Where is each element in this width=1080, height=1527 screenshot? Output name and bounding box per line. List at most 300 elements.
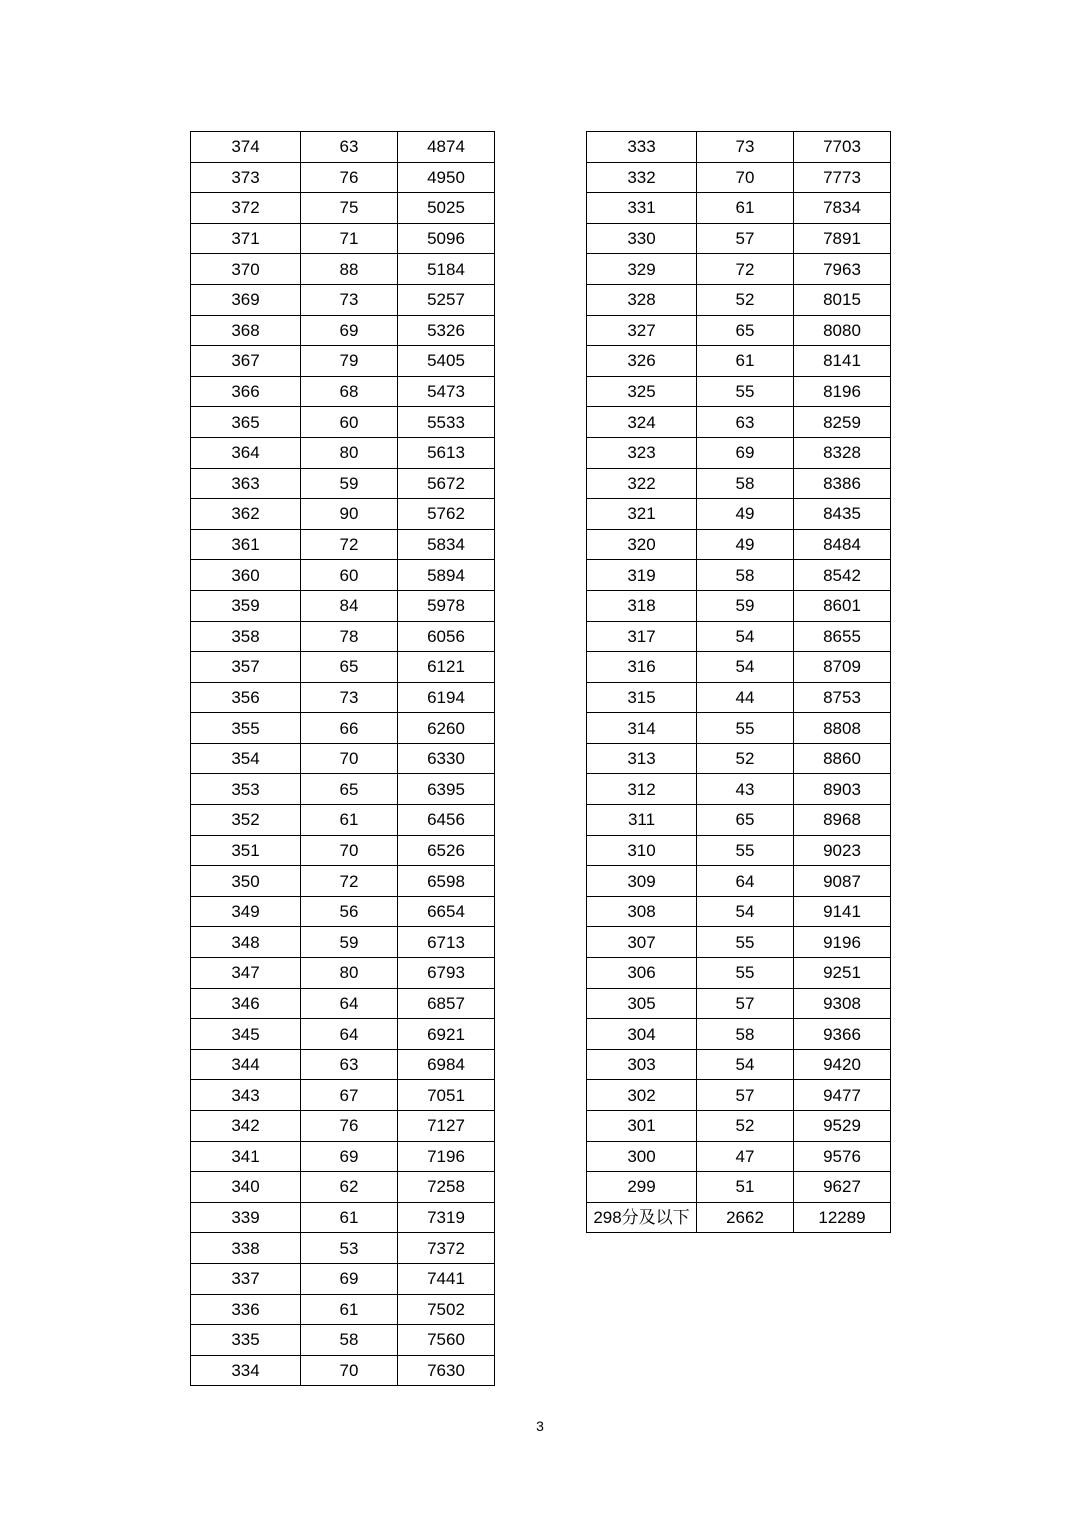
table-row	[191, 1294, 495, 1325]
count-cell: 58	[697, 560, 794, 591]
score-cell: 370	[191, 254, 301, 285]
cumulative-cell: 9477	[794, 1080, 891, 1111]
score-cell: 333	[587, 132, 697, 163]
score-cell: 343	[191, 1080, 301, 1111]
score-table-left	[190, 131, 495, 1386]
table-row	[587, 1080, 891, 1111]
table-row	[587, 193, 891, 224]
cumulative-cell: 7963	[794, 254, 891, 285]
count-cell: 69	[301, 1263, 398, 1294]
cumulative-cell: 8386	[794, 468, 891, 499]
table-row	[191, 529, 495, 560]
table-row	[587, 774, 891, 805]
cumulative-cell: 9420	[794, 1049, 891, 1080]
table-row	[191, 1080, 495, 1111]
count-cell: 47	[697, 1141, 794, 1172]
count-cell: 71	[301, 223, 398, 254]
count-cell: 61	[697, 346, 794, 377]
table-row	[587, 315, 891, 346]
table-row	[587, 713, 891, 744]
score-cell: 313	[587, 743, 697, 774]
table-row	[587, 254, 891, 285]
cumulative-cell: 6395	[398, 774, 495, 805]
score-cell: 319	[587, 560, 697, 591]
table-row	[191, 254, 495, 285]
score-cell: 318	[587, 590, 697, 621]
score-cell: 355	[191, 713, 301, 744]
table-row	[587, 162, 891, 193]
cumulative-cell: 5894	[398, 560, 495, 591]
cumulative-cell: 8903	[794, 774, 891, 805]
table-row	[191, 407, 495, 438]
score-cell: 334	[191, 1355, 301, 1386]
score-cell: 356	[191, 682, 301, 713]
score-cell: 351	[191, 835, 301, 866]
cumulative-cell: 5762	[398, 499, 495, 530]
count-cell: 64	[697, 866, 794, 897]
cumulative-cell: 7630	[398, 1355, 495, 1386]
score-cell: 352	[191, 805, 301, 836]
table-row	[191, 682, 495, 713]
table-row	[191, 988, 495, 1019]
cumulative-cell: 6121	[398, 652, 495, 683]
cumulative-cell: 8435	[794, 499, 891, 530]
count-cell: 63	[301, 1049, 398, 1080]
table-row	[587, 805, 891, 836]
score-cell: 321	[587, 499, 697, 530]
table-row	[587, 866, 891, 897]
score-cell: 335	[191, 1325, 301, 1356]
cumulative-cell: 9141	[794, 896, 891, 927]
score-cell: 340	[191, 1172, 301, 1203]
cumulative-cell: 6713	[398, 927, 495, 958]
score-cell: 324	[587, 407, 697, 438]
table-row	[587, 621, 891, 652]
cumulative-cell: 8542	[794, 560, 891, 591]
count-cell: 72	[301, 866, 398, 897]
table-row	[191, 346, 495, 377]
count-cell: 61	[697, 193, 794, 224]
count-cell: 57	[697, 1080, 794, 1111]
score-cell: 309	[587, 866, 697, 897]
score-cell: 359	[191, 590, 301, 621]
score-cell: 322	[587, 468, 697, 499]
count-cell: 55	[697, 958, 794, 989]
table-row	[191, 1111, 495, 1142]
cumulative-cell: 5834	[398, 529, 495, 560]
table-row	[587, 346, 891, 377]
cumulative-cell: 9576	[794, 1141, 891, 1172]
table-row	[191, 468, 495, 499]
score-cell: 374	[191, 132, 301, 163]
cumulative-cell: 6654	[398, 896, 495, 927]
cumulative-cell: 8259	[794, 407, 891, 438]
cumulative-cell: 7560	[398, 1325, 495, 1356]
score-cell: 346	[191, 988, 301, 1019]
score-cell: 307	[587, 927, 697, 958]
table-row	[587, 407, 891, 438]
cumulative-cell: 7502	[398, 1294, 495, 1325]
table-row	[191, 621, 495, 652]
count-cell: 72	[697, 254, 794, 285]
cumulative-cell: 8601	[794, 590, 891, 621]
count-cell: 54	[697, 652, 794, 683]
count-cell: 2662	[697, 1202, 794, 1233]
cumulative-cell: 6330	[398, 743, 495, 774]
count-cell: 54	[697, 1049, 794, 1080]
table-row	[587, 1202, 891, 1233]
table-row	[191, 162, 495, 193]
score-cell: 367	[191, 346, 301, 377]
cumulative-cell: 8860	[794, 743, 891, 774]
table-row	[587, 652, 891, 683]
table-row	[587, 499, 891, 530]
count-cell: 69	[697, 437, 794, 468]
table-row	[587, 835, 891, 866]
count-cell: 43	[697, 774, 794, 805]
cumulative-cell: 8808	[794, 713, 891, 744]
count-cell: 61	[301, 1294, 398, 1325]
score-cell: 353	[191, 774, 301, 805]
score-cell: 298分及以下	[587, 1202, 697, 1233]
count-cell: 68	[301, 376, 398, 407]
table-row	[191, 1325, 495, 1356]
table-row	[587, 284, 891, 315]
cumulative-cell: 8196	[794, 376, 891, 407]
score-cell: 316	[587, 652, 697, 683]
count-cell: 73	[697, 132, 794, 163]
cumulative-cell: 9251	[794, 958, 891, 989]
count-cell: 64	[301, 1019, 398, 1050]
cumulative-cell: 7703	[794, 132, 891, 163]
cumulative-cell: 6456	[398, 805, 495, 836]
table-row	[587, 437, 891, 468]
table-row	[587, 1141, 891, 1172]
score-cell: 305	[587, 988, 697, 1019]
cumulative-cell: 9529	[794, 1111, 891, 1142]
score-cell: 368	[191, 315, 301, 346]
score-cell: 331	[587, 193, 697, 224]
score-cell: 330	[587, 223, 697, 254]
cumulative-cell: 6194	[398, 682, 495, 713]
score-cell: 310	[587, 835, 697, 866]
count-cell: 66	[301, 713, 398, 744]
cumulative-cell: 7258	[398, 1172, 495, 1203]
cumulative-cell: 5184	[398, 254, 495, 285]
table-row	[191, 1019, 495, 1050]
cumulative-cell: 12289	[794, 1202, 891, 1233]
cumulative-cell: 6921	[398, 1019, 495, 1050]
score-cell: 312	[587, 774, 697, 805]
count-cell: 57	[697, 988, 794, 1019]
cumulative-cell: 6793	[398, 958, 495, 989]
cumulative-cell: 7372	[398, 1233, 495, 1264]
score-cell: 341	[191, 1141, 301, 1172]
table-row	[191, 743, 495, 774]
table-row	[191, 927, 495, 958]
cumulative-cell: 9023	[794, 835, 891, 866]
count-cell: 90	[301, 499, 398, 530]
table-row	[191, 1355, 495, 1386]
score-cell: 369	[191, 284, 301, 315]
score-cell: 327	[587, 315, 697, 346]
count-cell: 65	[301, 774, 398, 805]
score-cell: 345	[191, 1019, 301, 1050]
score-cell: 360	[191, 560, 301, 591]
count-cell: 78	[301, 621, 398, 652]
count-cell: 59	[697, 590, 794, 621]
table-row	[587, 1111, 891, 1142]
score-cell: 339	[191, 1202, 301, 1233]
score-cell: 332	[587, 162, 697, 193]
count-cell: 70	[301, 835, 398, 866]
table-row	[587, 529, 891, 560]
score-cell: 320	[587, 529, 697, 560]
cumulative-cell: 8328	[794, 437, 891, 468]
cumulative-cell: 5257	[398, 284, 495, 315]
table-row	[587, 896, 891, 927]
table-row	[587, 468, 891, 499]
table-row	[587, 223, 891, 254]
table-row	[191, 1202, 495, 1233]
cumulative-cell: 8141	[794, 346, 891, 377]
count-cell: 54	[697, 621, 794, 652]
table-row	[587, 376, 891, 407]
count-cell: 75	[301, 193, 398, 224]
count-cell: 60	[301, 560, 398, 591]
count-cell: 72	[301, 529, 398, 560]
count-cell: 73	[301, 284, 398, 315]
table-row	[587, 988, 891, 1019]
cumulative-cell: 7441	[398, 1263, 495, 1294]
score-cell: 366	[191, 376, 301, 407]
count-cell: 67	[301, 1080, 398, 1111]
cumulative-cell: 9196	[794, 927, 891, 958]
cumulative-cell: 8080	[794, 315, 891, 346]
score-cell: 350	[191, 866, 301, 897]
count-cell: 54	[697, 896, 794, 927]
score-cell: 311	[587, 805, 697, 836]
table-row	[191, 896, 495, 927]
cumulative-cell: 9087	[794, 866, 891, 897]
count-cell: 49	[697, 529, 794, 560]
count-cell: 51	[697, 1172, 794, 1203]
table-row	[191, 223, 495, 254]
cumulative-cell: 7127	[398, 1111, 495, 1142]
table-row	[587, 132, 891, 163]
count-cell: 59	[301, 468, 398, 499]
cumulative-cell: 5613	[398, 437, 495, 468]
score-cell: 354	[191, 743, 301, 774]
count-cell: 62	[301, 1172, 398, 1203]
score-table-right	[586, 131, 891, 1233]
count-cell: 61	[301, 1202, 398, 1233]
cumulative-cell: 8753	[794, 682, 891, 713]
page-number: 3	[536, 1418, 544, 1434]
count-cell: 55	[697, 713, 794, 744]
cumulative-cell: 5326	[398, 315, 495, 346]
score-cell: 349	[191, 896, 301, 927]
count-cell: 80	[301, 437, 398, 468]
count-cell: 49	[697, 499, 794, 530]
cumulative-cell: 6598	[398, 866, 495, 897]
cumulative-cell: 8709	[794, 652, 891, 683]
score-cell: 299	[587, 1172, 697, 1203]
count-cell: 52	[697, 743, 794, 774]
table-row	[191, 774, 495, 805]
table-row	[191, 1172, 495, 1203]
cumulative-cell: 6984	[398, 1049, 495, 1080]
count-cell: 58	[697, 1019, 794, 1050]
cumulative-cell: 9627	[794, 1172, 891, 1203]
score-cell: 302	[587, 1080, 697, 1111]
cumulative-cell: 6260	[398, 713, 495, 744]
count-cell: 55	[697, 835, 794, 866]
score-cell: 363	[191, 468, 301, 499]
score-cell: 336	[191, 1294, 301, 1325]
table-row	[587, 743, 891, 774]
table-row	[191, 1233, 495, 1264]
table-row	[587, 682, 891, 713]
cumulative-cell: 7891	[794, 223, 891, 254]
count-cell: 76	[301, 162, 398, 193]
table-row	[191, 193, 495, 224]
count-cell: 52	[697, 284, 794, 315]
count-cell: 88	[301, 254, 398, 285]
cumulative-cell: 5473	[398, 376, 495, 407]
table-row	[191, 376, 495, 407]
count-cell: 70	[301, 1355, 398, 1386]
table-row	[191, 437, 495, 468]
table-row	[191, 1263, 495, 1294]
score-cell: 357	[191, 652, 301, 683]
score-cell: 326	[587, 346, 697, 377]
cumulative-cell: 7196	[398, 1141, 495, 1172]
score-cell: 325	[587, 376, 697, 407]
count-cell: 76	[301, 1111, 398, 1142]
table-row	[191, 315, 495, 346]
score-cell: 329	[587, 254, 697, 285]
cumulative-cell: 9366	[794, 1019, 891, 1050]
count-cell: 70	[301, 743, 398, 774]
score-cell: 372	[191, 193, 301, 224]
cumulative-cell: 4950	[398, 162, 495, 193]
score-cell: 338	[191, 1233, 301, 1264]
score-cell: 364	[191, 437, 301, 468]
score-cell: 348	[191, 927, 301, 958]
count-cell: 70	[697, 162, 794, 193]
count-cell: 80	[301, 958, 398, 989]
table-row	[587, 1172, 891, 1203]
count-cell: 69	[301, 1141, 398, 1172]
score-cell: 373	[191, 162, 301, 193]
score-cell: 358	[191, 621, 301, 652]
score-cell: 323	[587, 437, 697, 468]
count-cell: 55	[697, 927, 794, 958]
count-cell: 65	[697, 805, 794, 836]
table-row	[191, 866, 495, 897]
cumulative-cell: 5096	[398, 223, 495, 254]
table-row	[191, 958, 495, 989]
count-cell: 65	[301, 652, 398, 683]
count-cell: 55	[697, 376, 794, 407]
cumulative-cell: 7051	[398, 1080, 495, 1111]
table-row	[587, 560, 891, 591]
table-row	[191, 1141, 495, 1172]
table-row	[587, 927, 891, 958]
cumulative-cell: 5533	[398, 407, 495, 438]
count-cell: 63	[301, 132, 398, 163]
score-table-left-body	[191, 132, 495, 1386]
count-cell: 59	[301, 927, 398, 958]
cumulative-cell: 8968	[794, 805, 891, 836]
count-cell: 69	[301, 315, 398, 346]
count-cell: 61	[301, 805, 398, 836]
count-cell: 58	[301, 1325, 398, 1356]
count-cell: 57	[697, 223, 794, 254]
table-row	[587, 1019, 891, 1050]
count-cell: 63	[697, 407, 794, 438]
count-cell: 58	[697, 468, 794, 499]
score-cell: 362	[191, 499, 301, 530]
score-cell: 365	[191, 407, 301, 438]
score-cell: 308	[587, 896, 697, 927]
table-row	[191, 590, 495, 621]
score-cell: 344	[191, 1049, 301, 1080]
count-cell: 44	[697, 682, 794, 713]
score-cell: 317	[587, 621, 697, 652]
cumulative-cell: 4874	[398, 132, 495, 163]
cumulative-cell: 9308	[794, 988, 891, 1019]
count-cell: 64	[301, 988, 398, 1019]
count-cell: 79	[301, 346, 398, 377]
cumulative-cell: 5405	[398, 346, 495, 377]
score-cell: 315	[587, 682, 697, 713]
table-row	[587, 590, 891, 621]
count-cell: 56	[301, 896, 398, 927]
cumulative-cell: 7319	[398, 1202, 495, 1233]
table-row	[191, 560, 495, 591]
score-cell: 347	[191, 958, 301, 989]
count-cell: 52	[697, 1111, 794, 1142]
table-row	[191, 652, 495, 683]
cumulative-cell: 7773	[794, 162, 891, 193]
cumulative-cell: 6857	[398, 988, 495, 1019]
table-row	[587, 958, 891, 989]
score-cell: 361	[191, 529, 301, 560]
cumulative-cell: 7834	[794, 193, 891, 224]
table-row	[191, 713, 495, 744]
score-cell: 303	[587, 1049, 697, 1080]
table-row	[191, 284, 495, 315]
count-cell: 84	[301, 590, 398, 621]
table-row	[587, 1049, 891, 1080]
cumulative-cell: 8655	[794, 621, 891, 652]
score-cell: 306	[587, 958, 697, 989]
score-cell: 300	[587, 1141, 697, 1172]
cumulative-cell: 6056	[398, 621, 495, 652]
score-cell: 304	[587, 1019, 697, 1050]
count-cell: 73	[301, 682, 398, 713]
score-table-right-body	[587, 132, 891, 1233]
table-row	[191, 1049, 495, 1080]
count-cell: 53	[301, 1233, 398, 1264]
table-row	[191, 132, 495, 163]
cumulative-cell: 6526	[398, 835, 495, 866]
table-row	[191, 499, 495, 530]
score-cell: 328	[587, 284, 697, 315]
cumulative-cell: 5672	[398, 468, 495, 499]
